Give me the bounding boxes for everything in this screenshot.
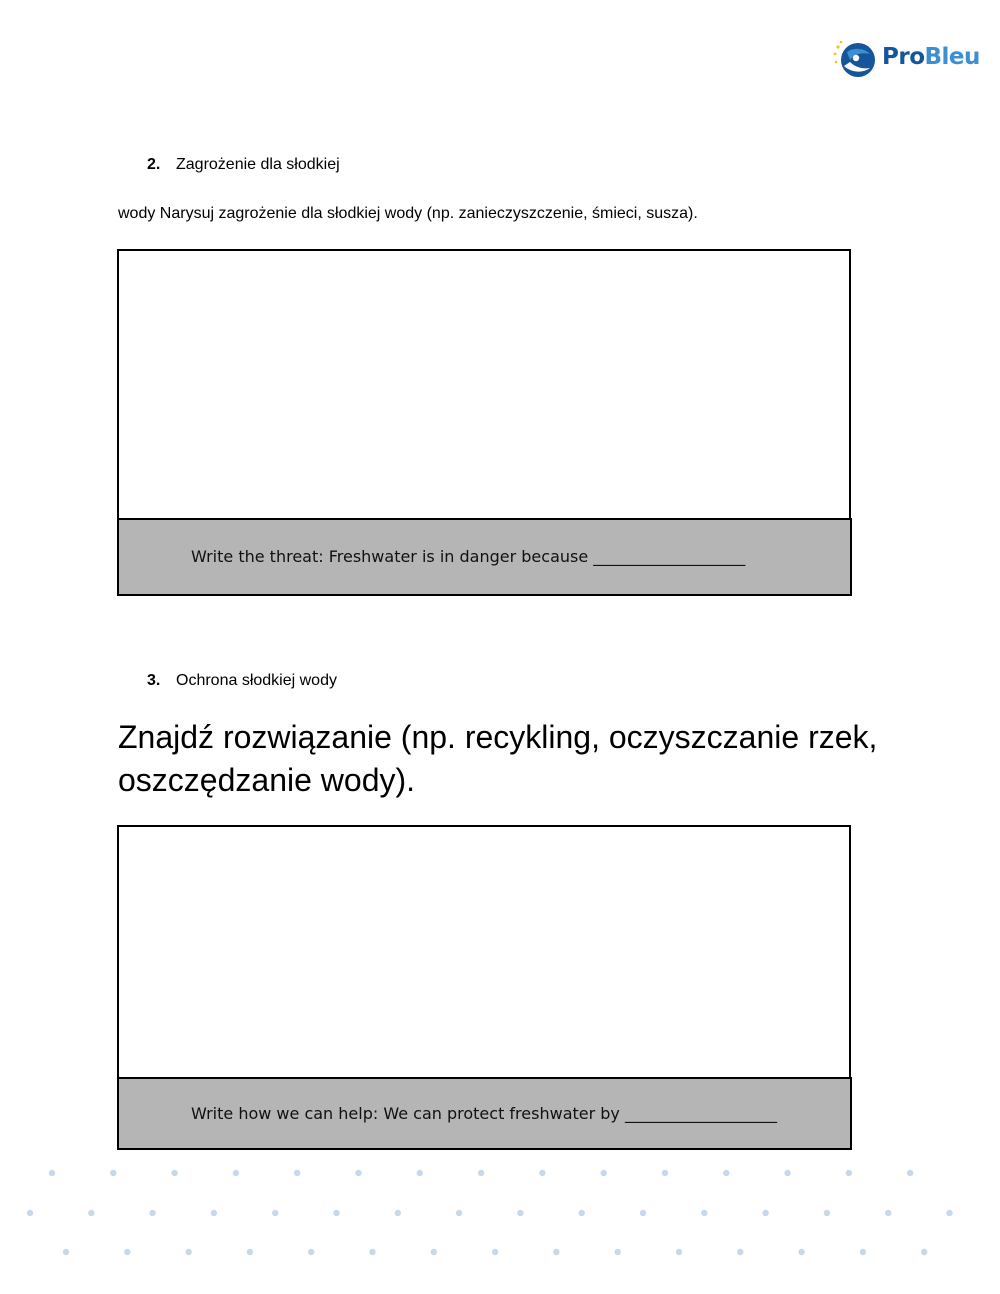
section-3-number: 3. xyxy=(147,672,161,689)
decorative-dot xyxy=(553,1249,559,1255)
decorative-dot xyxy=(640,1210,646,1216)
probleu-water-drop-logo-icon xyxy=(832,38,880,82)
decorative-dot xyxy=(798,1249,804,1255)
decorative-dot xyxy=(272,1210,278,1216)
section-3-instruction: Znajdź rozwiązanie (np. recykling, oczyszczanie rzek, oszczędzanie wody). xyxy=(118,719,878,798)
decorative-dot xyxy=(492,1249,498,1255)
decorative-dot xyxy=(88,1210,94,1216)
brand-name: ProBleu xyxy=(882,44,980,70)
decorative-dot xyxy=(762,1210,768,1216)
decorative-dot xyxy=(885,1210,891,1216)
decorative-dot xyxy=(49,1170,55,1176)
protection-caption-text: Write how we can help: We can protect freshwater by ___________________ xyxy=(191,1104,777,1123)
protection-caption-band xyxy=(117,1077,852,1150)
section-2-heading xyxy=(147,156,340,174)
section-2-number: 2. xyxy=(147,156,161,173)
decorative-dot xyxy=(907,1170,913,1176)
decorative-dot xyxy=(860,1249,866,1255)
protection-drawing-area[interactable] xyxy=(117,825,851,1080)
decorative-dot xyxy=(355,1170,361,1176)
decorative-dot xyxy=(517,1210,523,1216)
decorative-dot xyxy=(63,1249,69,1255)
decorative-dot xyxy=(185,1249,191,1255)
decorative-dot xyxy=(308,1249,314,1255)
decorative-dot xyxy=(478,1170,484,1176)
decorative-dot xyxy=(395,1210,401,1216)
decorative-dot xyxy=(784,1170,790,1176)
decorative-dot xyxy=(333,1210,339,1216)
decorative-dot xyxy=(846,1170,852,1176)
decorative-dot xyxy=(233,1170,239,1176)
decorative-dot xyxy=(723,1170,729,1176)
decorative-dot xyxy=(539,1170,545,1176)
decorative-dot xyxy=(601,1170,607,1176)
decorative-dot xyxy=(579,1210,585,1216)
decorative-dot xyxy=(110,1170,116,1176)
probleu-logo xyxy=(832,38,982,82)
decorative-dot xyxy=(662,1170,668,1176)
decorative-dot xyxy=(211,1210,217,1216)
section-3-heading xyxy=(147,672,337,690)
decorative-dot xyxy=(369,1249,375,1255)
decorative-dot xyxy=(921,1249,927,1255)
decorative-dot xyxy=(247,1249,253,1255)
section-2-instruction: wody Narysuj zagrożenie dla słodkiej wody (np. zanieczyszczenie, śmieci, susza). xyxy=(118,205,698,222)
decorative-dot xyxy=(456,1210,462,1216)
threat-caption-text: Write the threat: Freshwater is in danger because ___________________ xyxy=(191,547,746,566)
section-3-title: Ochrona słodkiej wody xyxy=(176,672,337,689)
decorative-dot xyxy=(701,1210,707,1216)
section-2-title: Zagrożenie dla słodkiej xyxy=(176,156,340,173)
decorative-dot xyxy=(824,1210,830,1216)
decorative-dot xyxy=(615,1249,621,1255)
decorative-dot xyxy=(294,1170,300,1176)
decorative-dot xyxy=(737,1249,743,1255)
threat-caption-band xyxy=(117,518,852,596)
decorative-dot-pattern xyxy=(0,1150,1000,1294)
decorative-dot xyxy=(149,1210,155,1216)
decorative-dot xyxy=(946,1210,952,1216)
decorative-dot xyxy=(417,1170,423,1176)
threat-drawing-area[interactable] xyxy=(117,249,851,521)
decorative-dot xyxy=(27,1210,33,1216)
decorative-dot xyxy=(171,1170,177,1176)
decorative-dot xyxy=(676,1249,682,1255)
decorative-dot xyxy=(124,1249,130,1255)
decorative-dot xyxy=(431,1249,437,1255)
